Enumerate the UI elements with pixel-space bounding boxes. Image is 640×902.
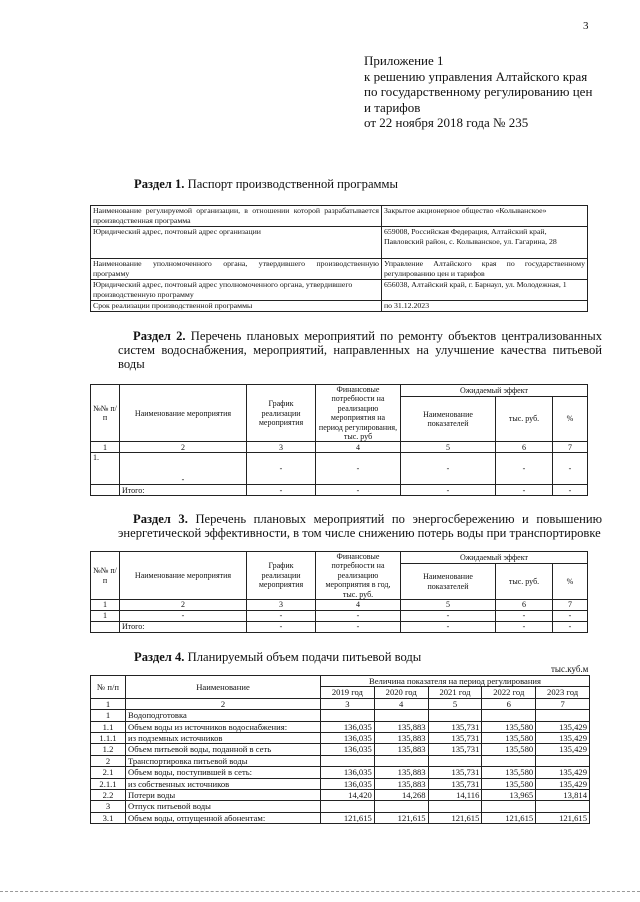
repair-measures-table (90, 384, 588, 496)
header-cell: 2023 год (536, 687, 590, 698)
table-cell: - (247, 622, 316, 633)
section-title: Планируемый объем подачи питьевой воды (184, 650, 422, 664)
passport-table (90, 205, 588, 312)
table-cell: Наименование уполномоченного органа, утвердившего производственную программу (91, 259, 382, 280)
table-cell: 121,615 (374, 812, 428, 823)
header-cell: 2020 год (374, 687, 428, 698)
table-row (91, 611, 588, 622)
header-cell: График реализации мероприятия (247, 552, 316, 600)
appendix-header (364, 53, 592, 131)
table-row (91, 622, 588, 633)
table-cell: - (120, 611, 247, 622)
table-cell: - (553, 611, 588, 622)
table-cell: 135,580 (482, 778, 536, 789)
table-cell: 656038, Алтайский край, г. Барнаул, ул. Молодежная, 1 (382, 280, 588, 301)
section3-heading (118, 512, 602, 540)
table-cell: 5 (401, 600, 496, 611)
table-cell: 2 (120, 600, 247, 611)
table-cell: 4 (316, 600, 401, 611)
appendix-line: по государственному регулированию цен (364, 84, 593, 100)
table-row (91, 385, 588, 397)
table-cell: 1. (91, 453, 120, 485)
table-cell: Водоподготовка (126, 710, 321, 721)
table-row (91, 755, 590, 766)
table-cell (536, 710, 590, 721)
table-cell: - (247, 611, 316, 622)
table-cell (91, 485, 120, 496)
table-cell (374, 755, 428, 766)
appendix-line: от 22 ноября 2018 года № 235 (364, 115, 529, 131)
header-cell: Финансовые потребности на реализацию мероприятия в год, тыс. руб. (316, 552, 401, 600)
table-cell: 4 (316, 442, 401, 453)
table-cell: - (316, 485, 401, 496)
table-cell: 2 (126, 698, 321, 709)
table-cell: 2 (91, 755, 126, 766)
table-cell: 135,731 (428, 721, 482, 732)
table-cell (482, 755, 536, 766)
table-cell: 2.1.1 (91, 778, 126, 789)
header-cell: Величина показателя на период регулирования (321, 676, 590, 687)
table-cell (428, 755, 482, 766)
table-cell: из собственных источников (126, 778, 321, 789)
table-cell: - (553, 622, 588, 633)
table-cell: 14,420 (321, 790, 375, 801)
table-cell: 121,615 (482, 812, 536, 823)
table-cell: 2.1 (91, 767, 126, 778)
header-cell: тыс. руб. (496, 396, 553, 442)
table-cell: Итого: (120, 622, 247, 633)
table-cell: по 31.12.2023 (382, 301, 588, 312)
table-cell: - (553, 453, 588, 485)
header-cell: Наименование показателей (401, 396, 496, 442)
table-row (91, 767, 590, 778)
table-cell (91, 622, 120, 633)
table-cell (321, 710, 375, 721)
table-cell: 3 (91, 801, 126, 812)
table-cell (321, 801, 375, 812)
section-label: Раздел 1. (134, 177, 185, 191)
table-row (91, 812, 590, 823)
table-cell: 3 (247, 600, 316, 611)
header-cell: 2022 год (482, 687, 536, 698)
table-cell: Отпуск питьевой воды (126, 801, 321, 812)
table-cell: 5 (428, 698, 482, 709)
table-row (91, 280, 588, 301)
table-cell: 121,615 (428, 812, 482, 823)
table-row (91, 778, 590, 789)
table-cell: 6 (496, 600, 553, 611)
table-row (91, 453, 588, 485)
table-row (91, 744, 590, 755)
section-title: Перечень плановых мероприятий по ремонту объектов централизованных систем водоснабжения, мероприятий, направленных на улучшение качества питьевой воды (118, 329, 602, 371)
table-cell: 135,429 (536, 733, 590, 744)
table-cell: Юридический адрес, почтовый адрес уполномоченного органа, утвердившего производственную программу (91, 280, 382, 301)
table-cell: 135,429 (536, 744, 590, 755)
appendix-line: к решению управления Алтайского края (364, 68, 588, 84)
table-cell: 2.2 (91, 790, 126, 801)
table-cell: 135,580 (482, 721, 536, 732)
table-cell: 1.1.1 (91, 733, 126, 744)
table-cell: 135,883 (374, 744, 428, 755)
table-cell: 1 (91, 710, 126, 721)
table-row (91, 733, 590, 744)
table-cell: 121,615 (321, 812, 375, 823)
table-cell: - (401, 611, 496, 622)
table-cell: 7 (553, 442, 588, 453)
table-cell (374, 710, 428, 721)
table-cell: 3.1 (91, 812, 126, 823)
table-cell (482, 801, 536, 812)
header-cell: Ожидаемый эффект (401, 552, 588, 564)
table-row (91, 301, 588, 312)
table-cell: Итого: (120, 485, 247, 496)
table-cell: 135,429 (536, 767, 590, 778)
table-cell: - (496, 485, 553, 496)
table-cell: 3 (321, 698, 375, 709)
table-cell: 135,731 (428, 767, 482, 778)
table-cell: 13,965 (482, 790, 536, 801)
table-cell: - (316, 622, 401, 633)
section4-heading (134, 650, 421, 664)
table-row (91, 259, 588, 280)
table-cell: 136,035 (321, 778, 375, 789)
table-cell: - (401, 453, 496, 485)
table-cell: 135,580 (482, 733, 536, 744)
table-cell: Управление Алтайского края по государственному регулированию цен и тарифов (382, 259, 588, 280)
appendix-line: Приложение 1 (364, 53, 444, 68)
table-cell: 135,429 (536, 721, 590, 732)
table-cell: 136,035 (321, 744, 375, 755)
header-cell: График реализации мероприятия (247, 385, 316, 442)
table-cell: 135,731 (428, 733, 482, 744)
table-cell: 135,731 (428, 778, 482, 789)
table-cell: 7 (536, 698, 590, 709)
table-cell: Срок реализации производственной программы (91, 301, 382, 312)
table-cell: 4 (374, 698, 428, 709)
table-cell: 1 (91, 442, 120, 453)
table-cell: 14,268 (374, 790, 428, 801)
table-cell: 6 (482, 698, 536, 709)
table-cell (428, 710, 482, 721)
header-cell: Финансовые потребности на реализацию мероприятия на период регулирования, тыс. руб (316, 385, 401, 442)
table-cell: - (496, 453, 553, 485)
table-cell: 5 (401, 442, 496, 453)
table-row (91, 206, 588, 227)
table-row (91, 721, 590, 732)
table-cell: - (496, 622, 553, 633)
table-cell: из подземных источников (126, 733, 321, 744)
table-row (91, 801, 590, 812)
table-cell: 135,580 (482, 767, 536, 778)
header-cell: 2019 год (321, 687, 375, 698)
table-row (91, 227, 588, 259)
header-cell: Наименование мероприятия (120, 552, 247, 600)
table-row (91, 790, 590, 801)
section2-heading (118, 329, 602, 371)
table-row (91, 676, 590, 687)
water-volume-table (90, 675, 590, 824)
table-cell: 6 (496, 442, 553, 453)
table-cell: - (401, 622, 496, 633)
table-row (91, 552, 588, 564)
energy-saving-table (90, 551, 588, 633)
header-cell: % (553, 564, 588, 600)
header-cell: 2021 год (428, 687, 482, 698)
table-row (91, 600, 588, 611)
table-cell: Юридический адрес, почтовый адрес организации (91, 227, 382, 259)
table-cell: 136,035 (321, 767, 375, 778)
section1-heading (134, 177, 398, 191)
table-cell: 135,883 (374, 721, 428, 732)
table-row (91, 485, 588, 496)
table-cell: 135,429 (536, 778, 590, 789)
table-cell: 135,731 (428, 744, 482, 755)
table-cell: 136,035 (321, 721, 375, 732)
section-label: Раздел 2. (133, 329, 186, 343)
table-cell: - (316, 611, 401, 622)
page-number: 3 (583, 20, 589, 32)
section-title: Перечень плановых мероприятий по энергосбережению и повышению энергетической эффективности, в том числе снижению потерь воды при транспортировке (118, 512, 602, 540)
table-cell: 135,883 (374, 778, 428, 789)
table-cell: 135,580 (482, 744, 536, 755)
table-cell: 7 (553, 600, 588, 611)
table-cell: - (316, 453, 401, 485)
section-label: Раздел 3. (133, 512, 188, 526)
section-title: Паспорт производственной программы (184, 177, 398, 191)
table-row (91, 442, 588, 453)
table-cell: - (496, 611, 553, 622)
table-cell: 1 (91, 698, 126, 709)
table-cell: 136,035 (321, 733, 375, 744)
table-cell (482, 710, 536, 721)
table-cell: Объем питьевой воды, поданной в сеть (126, 744, 321, 755)
table-cell (374, 801, 428, 812)
table-cell: 1 (91, 600, 120, 611)
header-cell: Наименование (126, 676, 321, 699)
appendix-line: и тарифов (364, 99, 421, 115)
header-cell: № п/п (91, 676, 126, 699)
table-cell: Наименование регулируемой организации, в отношении которой разрабатывается производственная программа (91, 206, 382, 227)
page-bottom-divider (0, 891, 640, 892)
table-cell: Потери воды (126, 790, 321, 801)
table-cell: - (247, 453, 316, 485)
table-cell: - (120, 453, 247, 485)
table-cell: 1.1 (91, 721, 126, 732)
table-cell (536, 801, 590, 812)
header-cell: тыс. руб. (496, 564, 553, 600)
table-cell: 135,883 (374, 733, 428, 744)
table-cell: - (247, 485, 316, 496)
table-cell: 2 (120, 442, 247, 453)
header-cell: Наименование показателей (401, 564, 496, 600)
table-cell: 3 (247, 442, 316, 453)
header-cell: % (553, 396, 588, 442)
table-cell (321, 755, 375, 766)
table-cell: Объем воды, поступившей в сеть: (126, 767, 321, 778)
table-cell: 1.2 (91, 744, 126, 755)
table-cell (536, 755, 590, 766)
header-cell: Ожидаемый эффект (401, 385, 588, 397)
table-cell: Транспортировка питьевой воды (126, 755, 321, 766)
unit-label: тыс.куб.м (551, 664, 589, 674)
table-cell: 1 (91, 611, 120, 622)
table-cell: - (401, 485, 496, 496)
header-cell: №№ п/п (91, 385, 120, 442)
table-row (91, 710, 590, 721)
table-cell (428, 801, 482, 812)
header-cell: Наименование мероприятия (120, 385, 247, 442)
table-cell: 659008, Российская Федерация, Алтайский край, Павловский район, с. Колыванское, ул. Гагарина, 28 (382, 227, 588, 259)
table-cell: 135,883 (374, 767, 428, 778)
table-cell: 13,814 (536, 790, 590, 801)
table-cell: - (553, 485, 588, 496)
table-cell: 14,116 (428, 790, 482, 801)
table-cell: Закрытое акционерное общество «Колыванское» (382, 206, 588, 227)
section-label: Раздел 4. (134, 650, 185, 664)
table-cell: 121,615 (536, 812, 590, 823)
header-cell: №№ п/п (91, 552, 120, 600)
table-cell: Объем воды, отпущенной абонентам: (126, 812, 321, 823)
table-cell: Объем воды из источников водоснабжения: (126, 721, 321, 732)
table-row (91, 698, 590, 709)
